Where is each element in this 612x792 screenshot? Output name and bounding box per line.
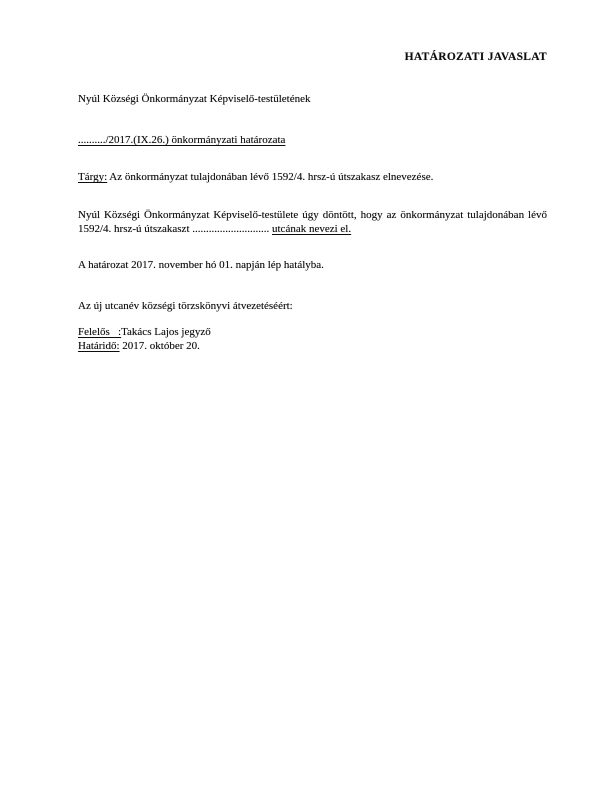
- resolution-number-line: [78, 134, 547, 148]
- responsible-line: [78, 326, 547, 340]
- resolution-number-text: ........../2017.(IX.26.) önkormányzati határozata: [78, 134, 286, 146]
- subject-label: Tárgy:: [78, 171, 108, 183]
- effective-date-line: A határozat 2017. november hó 01. napján lép hatályba.: [78, 259, 324, 271]
- deadline-value: 2017. október 20.: [122, 340, 200, 352]
- decision-text: Nyúl Községi Önkormányzat Képviselő-testülete úgy döntött, hogy az önkormányzat tulajdonában lévő 1592/4. hrsz-ú útszakaszt: [78, 209, 547, 235]
- dotted-blank: ............................: [192, 222, 270, 235]
- decision-paragraph: [78, 209, 547, 236]
- registry-note-line: Az új utcanév községi törzskönyvi átvezetéséért:: [78, 300, 293, 312]
- responsible-value: Takács Lajos jegyző: [121, 326, 211, 338]
- deadline-label: Határidő:: [78, 340, 120, 352]
- subject-line: [78, 171, 547, 185]
- deadline-line: [78, 340, 547, 354]
- decision-underlined-text: utcának nevezi el.: [272, 222, 352, 235]
- subject-text: Az önkormányzat tulajdonában lévő 1592/4. hrsz-ú útszakasz elnevezése.: [109, 171, 434, 183]
- page-title: HATÁROZATI JAVASLAT: [404, 51, 547, 63]
- responsible-label: Felelős :: [78, 326, 122, 338]
- addressee-line: Nyúl Községi Önkormányzat Képviselő-testületének: [78, 93, 311, 105]
